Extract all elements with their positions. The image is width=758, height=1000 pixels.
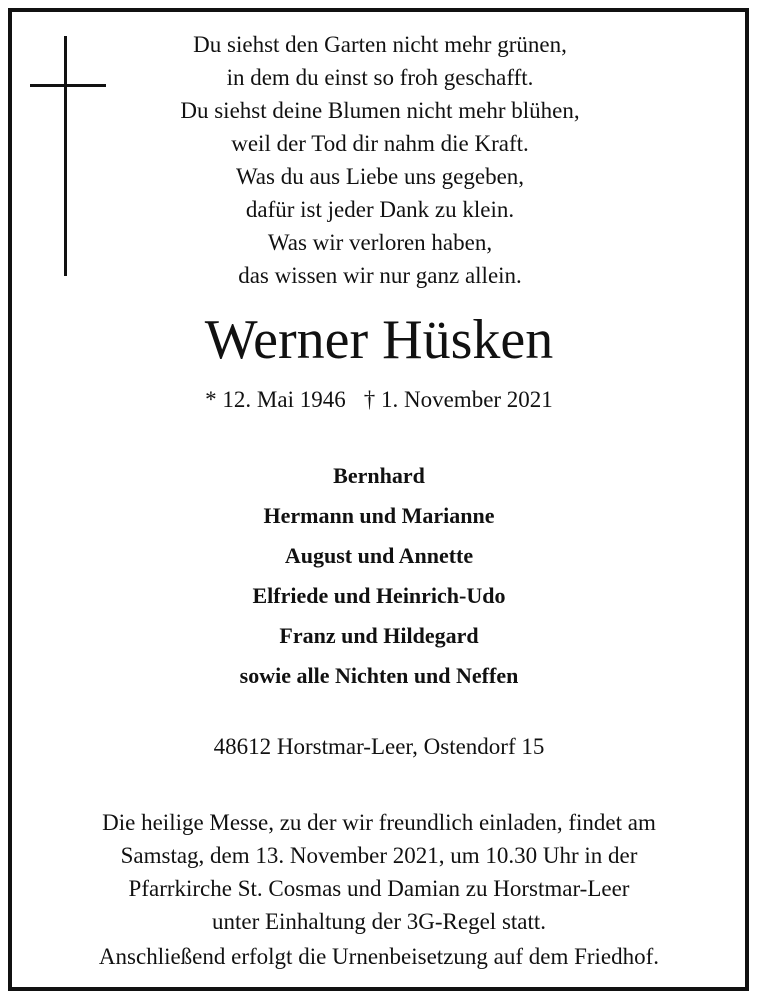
family-member: Bernhard [333, 463, 425, 488]
poem-line: Du siehst den Garten nicht mehr grünen, [193, 32, 567, 57]
family-member: August und Annette [284, 543, 474, 568]
family-member: sowie alle Nichten und Neffen [239, 663, 519, 688]
poem-line: weil der Tod dir nahm die Kraft. [231, 131, 529, 156]
deceased-name: Werner Hüsken [204, 309, 554, 371]
poem-line: Was du aus Liebe uns gegeben, [235, 164, 525, 189]
cross-vertical-bar [64, 36, 67, 276]
mass-line: unter Einhaltung der 3G-Regel statt. [211, 909, 547, 934]
death-date: † 1. November 2021 [363, 387, 553, 412]
mass-line: Die heilige Messe, zu der wir freundlich einladen, findet am [102, 810, 656, 835]
cross-horizontal-bar [30, 84, 106, 87]
mass-line: Samstag, dem 13. November 2021, um 10.30 Uhr in der [120, 843, 638, 868]
poem-line: Du siehst deine Blumen nicht mehr blühen, [180, 98, 580, 123]
family-list [0, 456, 758, 696]
mass-notice [40, 806, 718, 938]
life-dates [0, 384, 758, 416]
poem [100, 28, 660, 292]
family-member: Hermann und Marianne [263, 503, 495, 528]
poem-line: das wissen wir nur ganz allein. [238, 263, 522, 288]
birth-date: * 12. Mai 1946 [205, 387, 346, 412]
mass-line: Pfarrkirche St. Cosmas und Damian zu Horstmar-Leer [128, 876, 630, 901]
family-member: Elfriede und Heinrich-Udo [252, 583, 506, 608]
family-member: Franz und Hildegard [279, 623, 479, 648]
burial-notice: Anschließend erfolgt die Urnenbeisetzung auf dem Friedhof. [98, 944, 660, 969]
poem-line: Was wir verloren haben, [267, 230, 493, 255]
poem-line: dafür ist jeder Dank zu klein. [245, 197, 515, 222]
address: 48612 Horstmar-Leer, Ostendorf 15 [213, 734, 545, 759]
poem-line: in dem du einst so froh geschafft. [226, 65, 534, 90]
